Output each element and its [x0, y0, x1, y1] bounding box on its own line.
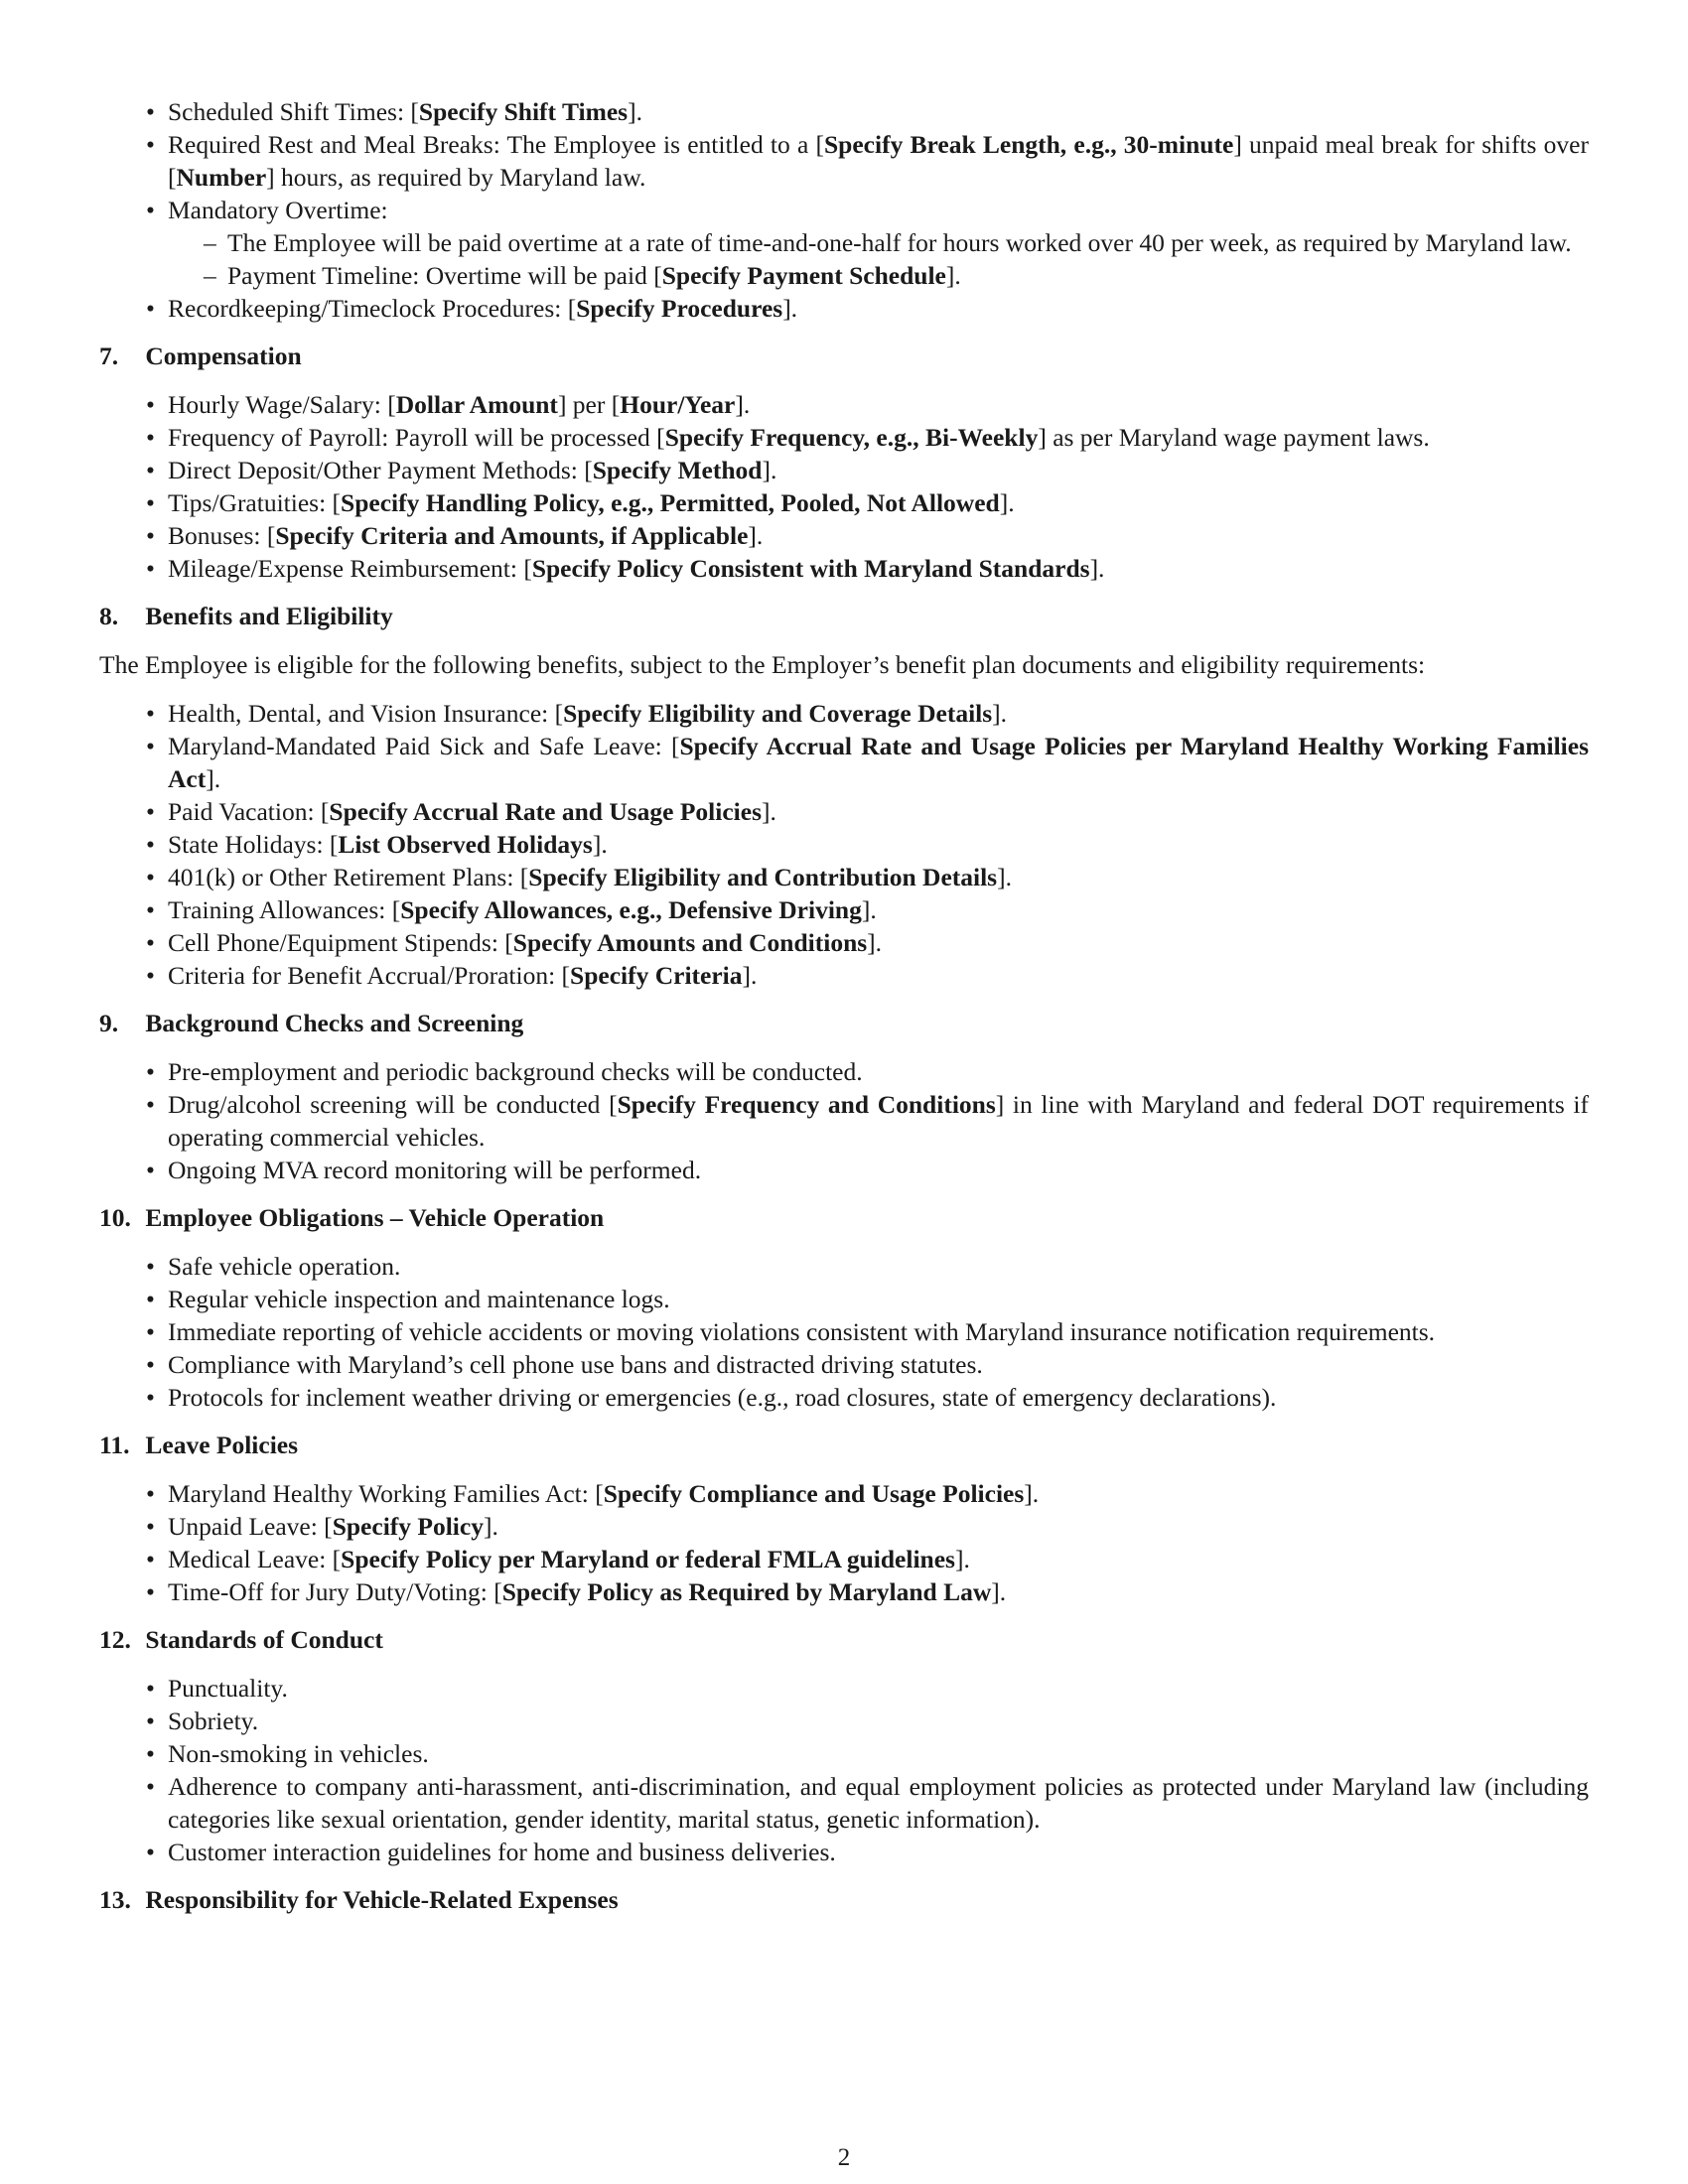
list-item: • Recordkeeping/Timeclock Procedures: [Specify Procedures]. [99, 292, 1589, 325]
section-9-list [99, 1055, 1589, 1186]
sub-list [168, 226, 1589, 292]
list-item: • Medical Leave: [Specify Policy per Maryland or federal FMLA guidelines]. [99, 1543, 1589, 1575]
list-item: • Pre-employment and periodic background checks will be conducted. [99, 1055, 1589, 1088]
list-item: • Drug/alcohol screening will be conducted [Specify Frequency and Conditions] in line with Maryland and federal DOT requirements if operating commercial vehicles. [99, 1088, 1589, 1154]
section-10-heading: 10. Employee Obligations – Vehicle Operation [99, 1203, 605, 1232]
section-13-heading: 13. Responsibility for Vehicle-Related Expenses [99, 1885, 619, 1914]
section-8-list [99, 697, 1589, 992]
section-6-list [99, 95, 1589, 325]
section-8-intro: The Employee is eligible for the following benefits, subject to the Employer’s benefit plan documents and eligibility requirements: [99, 650, 1426, 679]
sub-list-item: – The Employee will be paid overtime at a rate of time-and-one-half for hours worked over 40 per week, as required by Maryland law. [168, 226, 1589, 259]
document-page [99, 95, 1589, 1932]
section-11-list [99, 1477, 1589, 1608]
list-item: • Compliance with Maryland’s cell phone use bans and distracted driving statutes. [99, 1348, 1589, 1381]
list-item: • Regular vehicle inspection and maintenance logs. [99, 1283, 1589, 1315]
section-12-list [99, 1672, 1589, 1868]
section-7-list [99, 388, 1589, 585]
list-item: • Mileage/Expense Reimbursement: [Specify Policy Consistent with Maryland Standards]. [99, 552, 1589, 585]
section-7-heading: 7. Compensation [99, 341, 302, 370]
list-item: • Non-smoking in vehicles. [99, 1737, 1589, 1770]
list-item: • Bonuses: [Specify Criteria and Amounts, if Applicable]. [99, 519, 1589, 552]
list-item: • Time-Off for Jury Duty/Voting: [Specify Policy as Required by Maryland Law]. [99, 1575, 1589, 1608]
section-11-heading: 11. Leave Policies [99, 1431, 299, 1459]
list-item: • Sobriety. [99, 1705, 1589, 1737]
section-12-heading: 12. Standards of Conduct [99, 1625, 383, 1654]
list-item: • Training Allowances: [Specify Allowances, e.g., Defensive Driving]. [99, 893, 1589, 926]
list-item: • Maryland Healthy Working Families Act: [Specify Compliance and Usage Policies]. [99, 1477, 1589, 1510]
list-item: • Unpaid Leave: [Specify Policy]. [99, 1510, 1589, 1543]
list-item: • 401(k) or Other Retirement Plans: [Specify Eligibility and Contribution Details]. [99, 861, 1589, 893]
list-item: • Frequency of Payroll: Payroll will be processed [Specify Frequency, e.g., Bi-Weekly] as per Maryland wage payment laws. [99, 421, 1589, 454]
list-item: • Maryland-Mandated Paid Sick and Safe Leave: [Specify Accrual Rate and Usage Policies per Maryland Healthy Working Families Act]. [99, 730, 1589, 795]
list-item: • Adherence to company anti-harassment, anti-discrimination, and equal employment policies as protected under Maryland law (including categories like sexual orientation, gender identity, marital status, genetic information). [99, 1770, 1589, 1836]
list-item: • Scheduled Shift Times: [Specify Shift Times]. [99, 95, 1589, 128]
list-item: • Immediate reporting of vehicle accidents or moving violations consistent with Maryland insurance notification requirements. [99, 1315, 1589, 1348]
list-item: • Direct Deposit/Other Payment Methods: [Specify Method]. [99, 454, 1589, 486]
list-item: • Customer interaction guidelines for home and business deliveries. [99, 1836, 1589, 1868]
list-item: • Health, Dental, and Vision Insurance: [Specify Eligibility and Coverage Details]. [99, 697, 1589, 730]
list-item: • Mandatory Overtime: – The Employee will be paid overtime at a rate of time-and-one-half for hours worked over 40 per week, as required by Maryland law. – Payment Timeline: Overtime will be paid [Specify Payment Schedule]. [99, 194, 1589, 292]
sub-list-item: – Payment Timeline: Overtime will be paid [Specify Payment Schedule]. [168, 259, 1589, 292]
list-item: • Hourly Wage/Salary: [Dollar Amount] per [Hour/Year]. [99, 388, 1589, 421]
list-item: • Protocols for inclement weather driving or emergencies (e.g., road closures, state of emergency declarations). [99, 1381, 1589, 1414]
list-item: • State Holidays: [List Observed Holidays]. [99, 828, 1589, 861]
list-item: • Paid Vacation: [Specify Accrual Rate and Usage Policies]. [99, 795, 1589, 828]
list-item: • Punctuality. [99, 1672, 1589, 1705]
page-number: 2 [837, 2144, 851, 2171]
section-10-list [99, 1250, 1589, 1414]
section-9-heading: 9. Background Checks and Screening [99, 1009, 524, 1037]
list-item: • Tips/Gratuities: [Specify Handling Policy, e.g., Permitted, Pooled, Not Allowed]. [99, 486, 1589, 519]
section-8-heading: 8. Benefits and Eligibility [99, 602, 393, 630]
list-item: • Cell Phone/Equipment Stipends: [Specify Amounts and Conditions]. [99, 926, 1589, 959]
list-item: • Criteria for Benefit Accrual/Proration: [Specify Criteria]. [99, 959, 1589, 992]
list-item: • Safe vehicle operation. [99, 1250, 1589, 1283]
list-item: • Ongoing MVA record monitoring will be performed. [99, 1154, 1589, 1186]
list-item: • Required Rest and Meal Breaks: The Employee is entitled to a [Specify Break Length, e.g., 30-minute] unpaid meal break for shifts over [Number] hours, as required by Maryland law. [99, 128, 1589, 194]
